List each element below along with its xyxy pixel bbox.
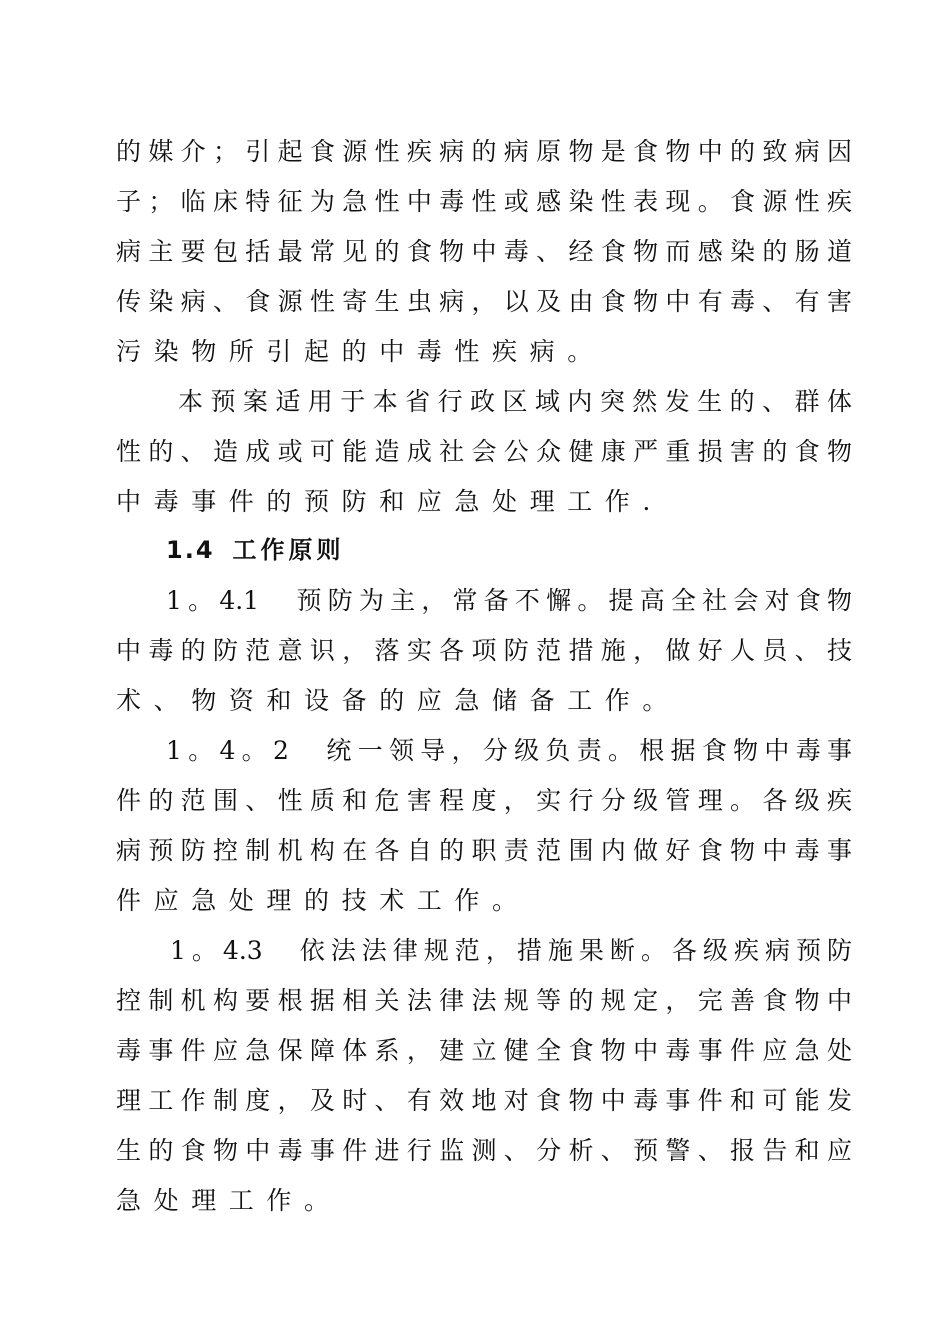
body-text-line: 病主要包括最常见的食物中毒、经食物而感染的肠道 <box>116 237 852 266</box>
body-text-line: 毒事件应急保障体系，建立健全食物中毒事件应急处 <box>116 1036 852 1065</box>
body-text-line: 子；临床特征为急性中毒性或感染性表现。食源性疾 <box>116 187 852 216</box>
body-text-line: 的媒介；引起食源性疾病的病原物是食物中的致病因 <box>116 137 852 166</box>
body-text-line: 中毒事件的预防和应急处理工作. <box>116 487 663 516</box>
body-text-line: 病预防控制机构在各自的职责范围内做好食物中毒事 <box>116 836 852 865</box>
body-text-line: 1。4.3 依法法律规范，措施果断。各级疾病预防 <box>170 936 852 965</box>
body-text-line: 1。4。2 统一领导，分级负责。根据食物中毒事 <box>166 736 852 765</box>
section-number: 1.4 <box>166 536 215 564</box>
body-text-line: 传染病、食源性寄生虫病，以及由食物中有毒、有害 <box>116 287 852 316</box>
body-text-line: 1。4.1 预防为主，常备不懈。提高全社会对食物 <box>166 586 852 615</box>
body-text-line: 术、物资和设备的应急储备工作。 <box>116 686 681 715</box>
body-text-line: 本预案适用于本省行政区域内突然发生的、群体 <box>178 387 852 416</box>
body-text-line: 理工作制度，及时、有效地对食物中毒事件和可能发 <box>116 1086 852 1115</box>
body-text-line: 污染物所引起的中毒性疾病。 <box>116 337 605 366</box>
body-text-line: 中毒的防范意识，落实各项防范措施，做好人员、技 <box>116 636 852 665</box>
section-title: 工作原则 <box>232 536 345 564</box>
body-text-line: 件应急处理的技术工作。 <box>116 886 530 915</box>
body-text-line: 控制机构要根据相关法律法规等的规定，完善食物中 <box>116 986 852 1015</box>
section-heading <box>166 533 345 567</box>
body-text-line: 性的、造成或可能造成社会公众健康严重损害的食物 <box>116 437 852 466</box>
body-text-line: 件的范围、性质和危害程度，实行分级管理。各级疾 <box>116 786 852 815</box>
body-text-line: 生的食物中毒事件进行监测、分析、预警、报告和应 <box>116 1136 852 1165</box>
body-text-line: 急处理工作。 <box>116 1186 342 1215</box>
